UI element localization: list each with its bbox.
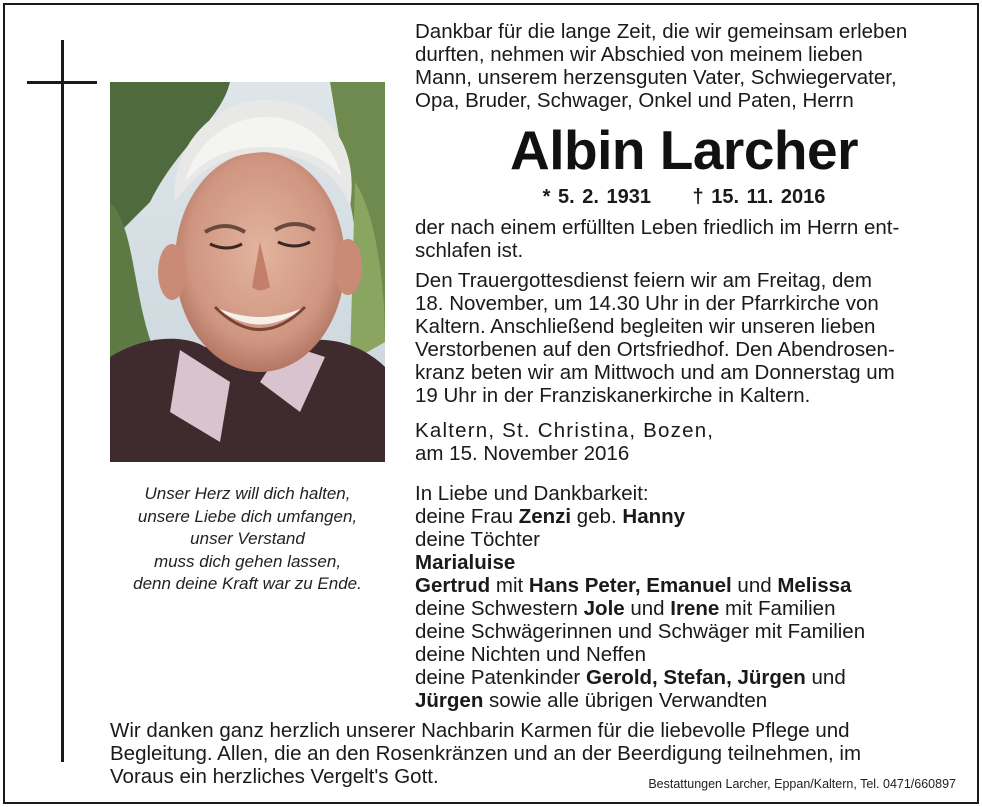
mourner-line: deine Nichten und Neffen xyxy=(415,643,646,666)
service-line: Kaltern. Anschließend begleiten wir unseren lieben xyxy=(415,315,876,338)
deceased-name: Albin Larcher xyxy=(509,119,859,181)
portrait-photo xyxy=(110,82,385,462)
service-paragraph xyxy=(415,269,955,407)
intro-line: Dankbar für die lange Zeit, die wir gemeinsam erleben xyxy=(415,20,908,43)
thanks-line: Wir danken ganz herzlich unserer Nachbarin Karmen für die liebevolle Pflege und xyxy=(110,719,850,742)
mourners-list xyxy=(415,482,955,712)
mourner-line: deine Schwestern Jole und Irene mit Familien xyxy=(415,597,836,620)
thanks-line: Begleitung. Allen, die an den Rosenkränzen und an der Beerdigung teilnehmen, im xyxy=(110,742,862,765)
passing-line: der nach einem erfüllten Leben friedlich im Herrn ent- xyxy=(415,216,900,239)
mourner-line: deine Frau Zenzi geb. Hanny xyxy=(415,505,686,528)
verse-line: muss dich gehen lassen, xyxy=(153,551,342,571)
undertaker-credit: Bestattungen Larcher, Eppan/Kaltern, Tel. 0471/660897 xyxy=(648,777,956,791)
service-line: kranz beten wir am Mittwoch und am Donnerstag um xyxy=(415,361,895,384)
intro-line: Mann, unserem herzensguten Vater, Schwiegervater, xyxy=(415,66,897,89)
birth-date: * 5. 2. 1931 xyxy=(542,186,651,208)
verse-line: Unser Herz will dich halten, xyxy=(144,484,351,503)
intro-paragraph xyxy=(415,20,955,112)
service-line: 19 Uhr in der Franziskanerkirche in Kaltern. xyxy=(415,384,811,407)
mourner-line: deine Schwägerinnen und Schwäger mit Familien xyxy=(415,620,866,643)
service-line: 18. November, um 14.30 Uhr in der Pfarrkirche von xyxy=(415,292,879,315)
mourner-line: deine Töchter xyxy=(415,528,540,551)
service-line: Den Trauergottesdienst feiern wir am Freitag, dem xyxy=(415,269,872,292)
passing-paragraph xyxy=(415,216,955,262)
mourner-line: deine Patenkinder Gerold, Stefan, Jürgen und xyxy=(415,666,846,689)
place-line: Kaltern, St. Christina, Bozen, xyxy=(415,419,715,442)
mourner-line: Marialuise xyxy=(415,551,516,574)
cross-icon xyxy=(61,40,64,762)
mourner-line: Gertrud mit Hans Peter, Emanuel und Melissa xyxy=(415,574,852,597)
verse-line: unser Verstand xyxy=(190,529,305,548)
service-line: Verstorbenen auf den Ortsfriedhof. Den Abendrosen- xyxy=(415,338,895,361)
intro-line: Opa, Bruder, Schwager, Onkel und Paten, Herrn xyxy=(415,89,854,112)
death-date: † 15. 11. 2016 xyxy=(692,186,826,208)
thanks-line: Voraus ein herzliches Vergelt's Gott. xyxy=(110,765,439,788)
passing-line: schlafen ist. xyxy=(415,239,524,262)
memorial-verse xyxy=(110,483,385,596)
place-and-date xyxy=(415,419,955,465)
verse-line: unsere Liebe dich umfangen, xyxy=(137,506,358,526)
cross-icon-bar xyxy=(27,81,97,84)
verse-line: denn deine Kraft war zu Ende. xyxy=(133,574,362,593)
life-dates xyxy=(410,185,958,209)
intro-line: durften, nehmen wir Abschied von meinem lieben xyxy=(415,43,863,66)
date-line: am 15. November 2016 xyxy=(415,442,630,465)
mourners-intro: In Liebe und Dankbarkeit: xyxy=(415,482,649,505)
mourner-line: Jürgen sowie alle übrigen Verwandten xyxy=(415,689,768,712)
